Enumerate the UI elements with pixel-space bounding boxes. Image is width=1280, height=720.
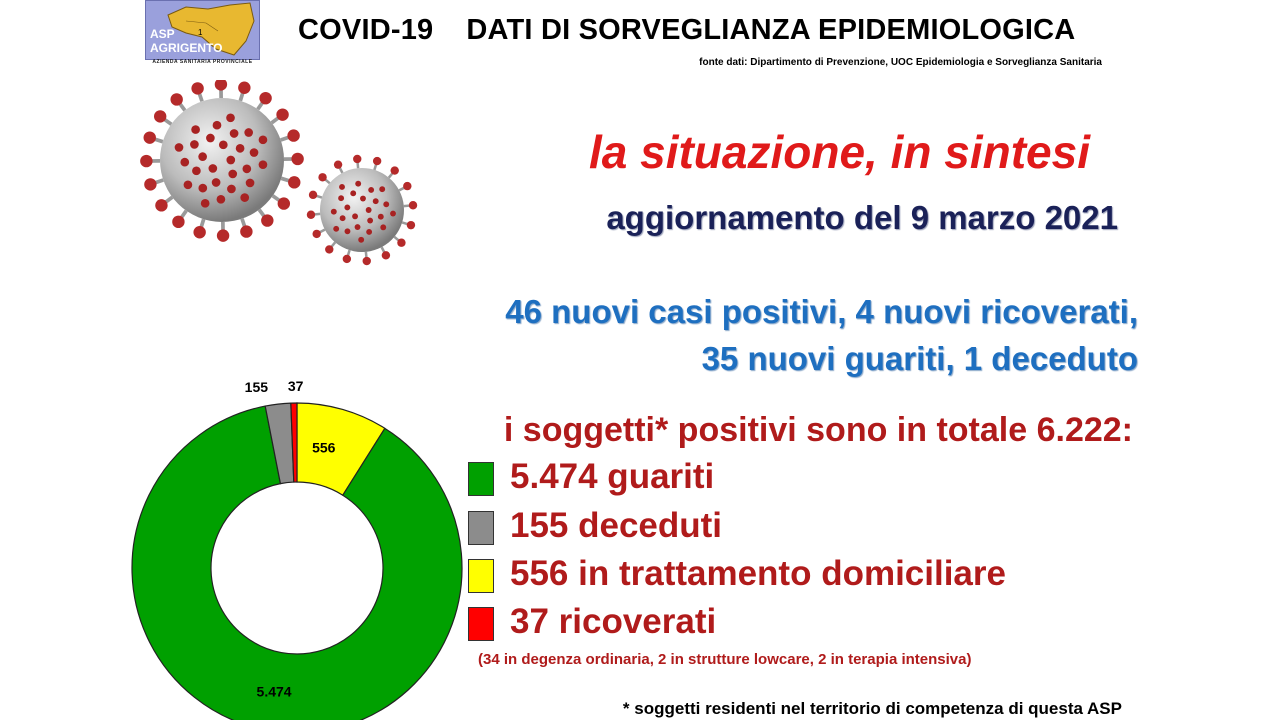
donut-label-home-treatment: 556 bbox=[312, 439, 336, 456]
footnote: * soggetti residenti nel territorio di competenza di questa ASP bbox=[622, 699, 1122, 718]
news-line-2: 35 nuovi guariti, 1 deceduto bbox=[701, 340, 1138, 377]
logo-text-asp: ASP bbox=[150, 27, 175, 41]
logo-subtitle: AZIENDA SANITARIA PROVINCIALE bbox=[152, 59, 253, 65]
update-date: aggiornamento del 9 marzo 2021 bbox=[606, 199, 1118, 236]
total-positive: i soggetti* positivi sono in totale 6.222: bbox=[503, 411, 1133, 449]
donut-label-hospitalized: 37 bbox=[287, 378, 304, 395]
legend-label-hospitalized: 37 ricoverati bbox=[510, 602, 717, 641]
legend-label-recovered: 5.474 guariti bbox=[510, 457, 715, 496]
legend-label-home-treatment: 556 in trattamento domiciliare bbox=[510, 554, 1006, 593]
hospitalization-detail: (34 in degenza ordinaria, 2 in strutture lowcare, 2 in terapia intensiva) bbox=[478, 651, 972, 668]
legend-swatch-recovered bbox=[468, 462, 494, 496]
donut-label-deaths: 155 bbox=[244, 379, 269, 396]
news-line-1: 46 nuovi casi positivi, 4 nuovi ricoverati, bbox=[505, 293, 1138, 330]
data-source: fonte dati: Dipartimento di Prevenzione, UOC Epidemiologia e Sorveglianza Sanitaria bbox=[699, 57, 1102, 68]
donut-chart bbox=[130, 375, 470, 720]
summary-subtitle: la situazione, in sintesi bbox=[588, 126, 1090, 178]
legend-swatch-hospitalized bbox=[468, 607, 494, 641]
page-title: COVID-19 DATI DI SORVEGLIANZA EPIDEMIOLOGICA bbox=[298, 14, 1076, 46]
legend-swatch-home-treatment bbox=[468, 559, 494, 593]
donut-label-recovered: 5.474 bbox=[256, 683, 292, 700]
legend-label-deaths: 155 deceduti bbox=[510, 506, 723, 545]
logo-box bbox=[145, 0, 260, 60]
legend-swatch-deaths bbox=[468, 511, 494, 545]
svg-text:1: 1 bbox=[198, 28, 203, 37]
logo-text-agrigento: AGRIGENTO bbox=[150, 41, 223, 55]
logo-text bbox=[150, 27, 222, 55]
